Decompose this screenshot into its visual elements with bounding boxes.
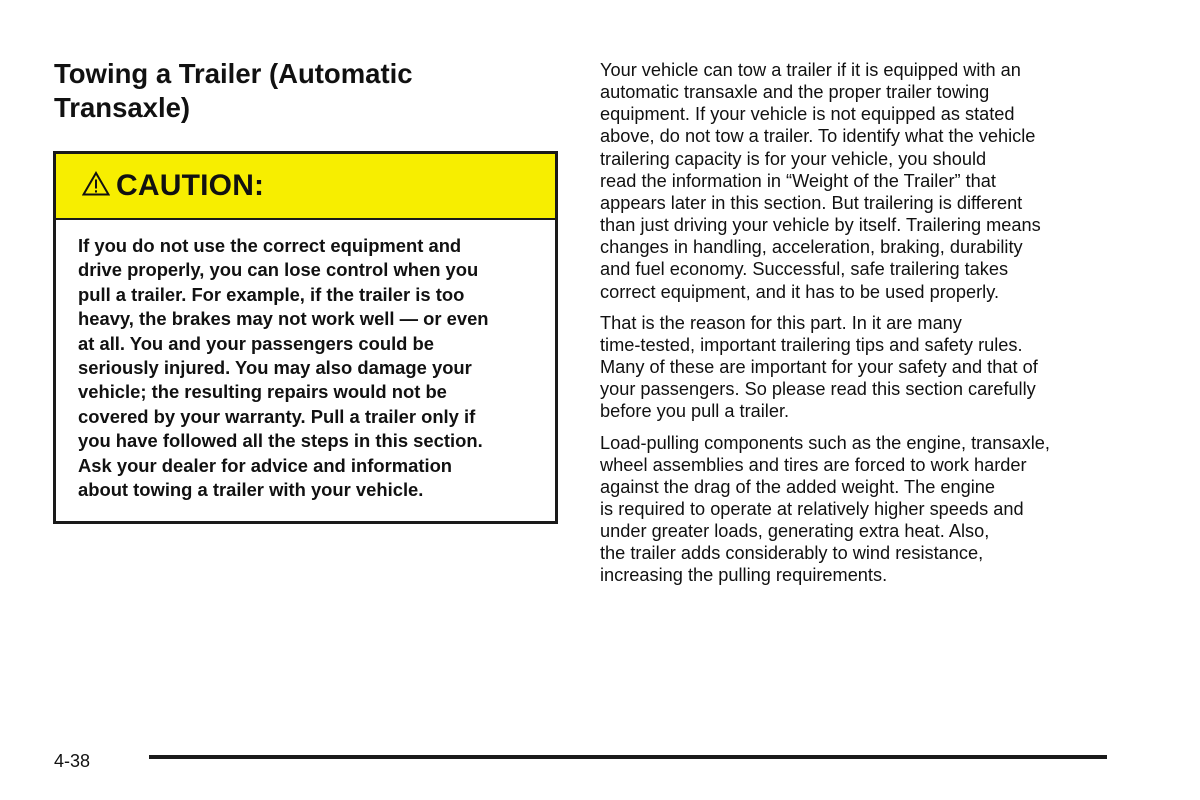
body-line: is required to operate at relatively higher speeds and (600, 498, 1024, 519)
page-number: 4-38 (54, 751, 91, 771)
body-line: under greater loads, generating extra heat. Also, (600, 521, 990, 542)
body-line: appears later in this section. But trailering is different (600, 192, 1023, 213)
body-line: automatic transaxle and the proper trailer towing (600, 82, 990, 103)
body-line: the trailer adds considerably to wind resistance, (600, 543, 984, 564)
caution-line: Ask your dealer for advice and information (78, 454, 453, 476)
caution-line: seriously injured. You may also damage your (78, 357, 472, 379)
warning-triangle-icon (82, 171, 110, 196)
body-line: correct equipment, and it has to be used properly. (600, 281, 1000, 302)
body-line: time-tested, important trailering tips and safety rules. (600, 334, 1023, 355)
body-line: changes in handling, acceleration, braking, durability (600, 237, 1023, 258)
caution-line: you have followed all the steps in this section. (78, 430, 483, 452)
body-line: above, do not tow a trailer. To identify what the vehicle (600, 126, 1036, 147)
body-line: against the drag of the added weight. The engine (600, 476, 996, 497)
caution-header (56, 154, 555, 220)
caution-label: CAUTION: (116, 169, 265, 202)
caution-line: covered by your warranty. Pull a trailer only if (78, 405, 476, 427)
caution-line: drive properly, you can lose control when you (78, 259, 479, 281)
paragraph-load-pulling (600, 432, 1120, 587)
caution-line: at all. You and your passengers could be (78, 332, 434, 354)
caution-line: vehicle; the resulting repairs would not be (78, 381, 447, 403)
body-line: That is the reason for this part. In it are many (600, 312, 962, 333)
caution-line: If you do not use the correct equipment and (78, 235, 462, 256)
body-line: before you pull a trailer. (600, 401, 790, 422)
title-line: Transaxle) (54, 92, 191, 123)
title-line: Towing a Trailer (Automatic (54, 58, 413, 89)
body-line: Many of these are important for your safety and that of (600, 357, 1038, 378)
section-title (54, 57, 534, 125)
body-line: and fuel economy. Successful, safe trailering takes (600, 259, 1009, 280)
caution-line: pull a trailer. For example, if the trailer is too (78, 283, 465, 305)
paragraph-equipment (600, 59, 1120, 303)
body-line: than just driving your vehicle by itself. Trailering means (600, 215, 1041, 236)
footer-rule (149, 755, 1107, 759)
body-line: increasing the pulling requirements. (600, 565, 888, 586)
body-line: wheel assemblies and tires are forced to work harder (600, 454, 1027, 475)
caution-text (56, 220, 555, 502)
body-line: Load-pulling components such as the engine, transaxle, (600, 432, 1050, 453)
caution-line: about towing a trailer with your vehicle. (78, 479, 424, 501)
paragraph-safety-tips (600, 312, 1120, 423)
caution-line: heavy, the brakes may not work well — or even (78, 308, 489, 330)
body-line: equipment. If your vehicle is not equipped as stated (600, 104, 1015, 125)
body-line: Your vehicle can tow a trailer if it is equipped with an (600, 60, 1021, 80)
caution-box (53, 151, 558, 524)
body-line: trailering capacity is for your vehicle, you should (600, 148, 987, 169)
body-line: read the information in “Weight of the Trailer” that (600, 170, 996, 191)
body-line: your passengers. So please read this section carefully (600, 379, 1036, 400)
body-text-column (600, 59, 1120, 596)
